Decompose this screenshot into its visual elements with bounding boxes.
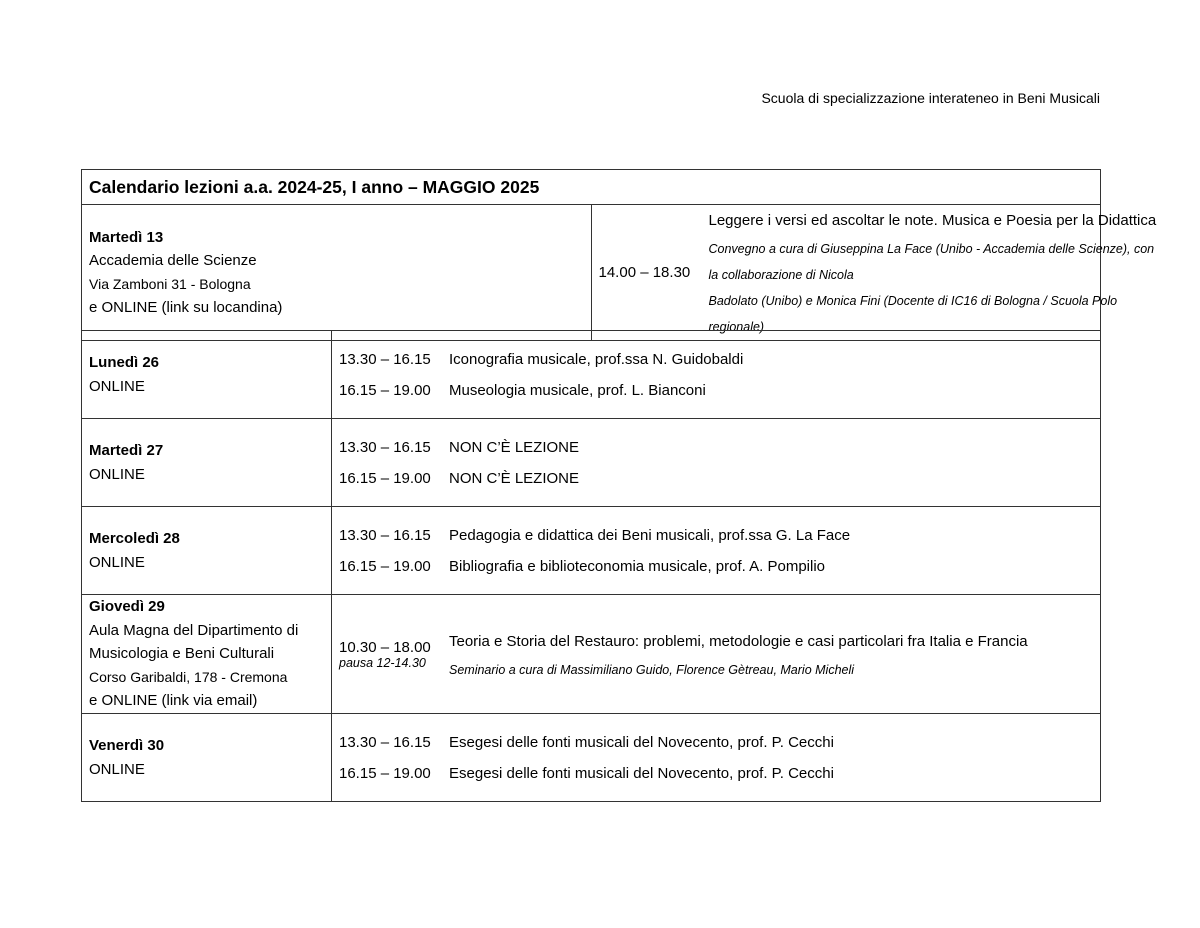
slots-cell (332, 714, 1101, 802)
time-slot: 16.15 – 19.00 (339, 381, 431, 399)
day-name: Giovedì 29 (89, 598, 165, 616)
activity: Pedagogia e didattica dei Beni musicali, prof.ssa G. La Face (449, 526, 851, 544)
event-note: Seminario a cura di Massimiliano Guido, Florence Gètreau, Mario Micheli (449, 662, 855, 677)
day-cell (82, 419, 332, 507)
place-address: Corso Garibaldi, 178 - Cremona (89, 668, 288, 685)
day-cell (82, 714, 332, 802)
day-cell (82, 507, 332, 595)
place-online-note: e ONLINE (link su locandina) (89, 299, 283, 316)
place-line: Musicologia e Beni Culturali (89, 645, 275, 663)
time-slot: 16.15 – 19.00 (339, 557, 431, 575)
activity: Bibliografia e biblioteconomia musicale, prof. A. Pompilio (449, 557, 826, 575)
day-mode: ONLINE (89, 465, 145, 483)
day-name: Venerdì 30 (89, 737, 165, 754)
slots-cell (332, 507, 1101, 595)
slots-cell (332, 419, 1101, 507)
table-row (82, 331, 1101, 419)
table-row (82, 714, 1101, 802)
activity: Esegesi delle fonti musicali del Novecento, prof. P. Cecchi (449, 764, 834, 782)
schedule-table (81, 330, 1101, 802)
day-mode: ONLINE (89, 760, 145, 778)
day-cell-martedi-13 (82, 205, 592, 341)
time-slot: 13.30 – 16.15 (339, 350, 431, 368)
day-cell (82, 595, 332, 714)
time-slot: 10.30 – 18.00 (339, 638, 431, 656)
day-mode: ONLINE (89, 377, 145, 395)
activity: Museologia musicale, prof. L. Bianconi (449, 381, 706, 399)
place-line: Aula Magna del Dipartimento di (89, 621, 299, 639)
day-mode: ONLINE (89, 553, 145, 571)
header-school-name: Scuola di specializzazione interateneo in Beni Musicali (761, 90, 1100, 106)
event-note: Convegno a cura di Giuseppina La Face (Unibo - Accademia delle Scienze), con la collaborazione di Nicola (708, 242, 1155, 282)
calendar-title: Calendario lezioni a.a. 2024-25, I anno – MAGGIO 2025 (82, 170, 1101, 205)
time-slot: 13.30 – 16.15 (339, 733, 431, 751)
activity: NON C’È LEZIONE (449, 438, 580, 456)
event-note: Badolato (Unibo) e Monica Fini (Docente di IC16 di Bologna / Scuola Polo regionale) (708, 294, 1118, 334)
table-row (82, 595, 1101, 714)
activity: Iconografia musicale, prof.ssa N. Guidobaldi (449, 350, 744, 368)
day-name: Lunedì 26 (89, 354, 160, 371)
time-slot: 13.30 – 16.15 (339, 438, 431, 456)
event-cell-martedi-13 (591, 205, 1157, 341)
table-row (82, 419, 1101, 507)
time-slot: 16.15 – 19.00 (339, 469, 431, 487)
place-address: Via Zamboni 31 - Bologna (89, 275, 251, 292)
activity: NON C’È LEZIONE (449, 469, 580, 487)
time-slot: 14.00 – 18.30 (598, 264, 691, 281)
place-line: Accademia delle Scienze (89, 252, 257, 269)
day-name: Martedì 13 (89, 228, 164, 246)
time-slot: 16.15 – 19.00 (339, 764, 431, 782)
place-online-note: e ONLINE (link via email) (89, 692, 258, 710)
slots-cell (332, 331, 1101, 419)
time-slot: 13.30 – 16.15 (339, 526, 431, 544)
activity: Teoria e Storia del Restauro: problemi, metodologie e casi particolari fra Italia e Francia (449, 632, 1028, 650)
calendar-title-table (81, 169, 1157, 341)
activity: Esegesi delle fonti musicali del Novecento, prof. P. Cecchi (449, 733, 834, 751)
pause-note: pausa 12-14.30 (339, 655, 426, 670)
slots-cell (332, 595, 1101, 714)
table-row (82, 507, 1101, 595)
event-title: Leggere i versi ed ascoltar le note. Musica e Poesia per la Didattica (708, 212, 1157, 229)
day-cell (82, 331, 332, 419)
day-name: Mercoledì 28 (89, 530, 180, 547)
day-name: Martedì 27 (89, 442, 164, 459)
